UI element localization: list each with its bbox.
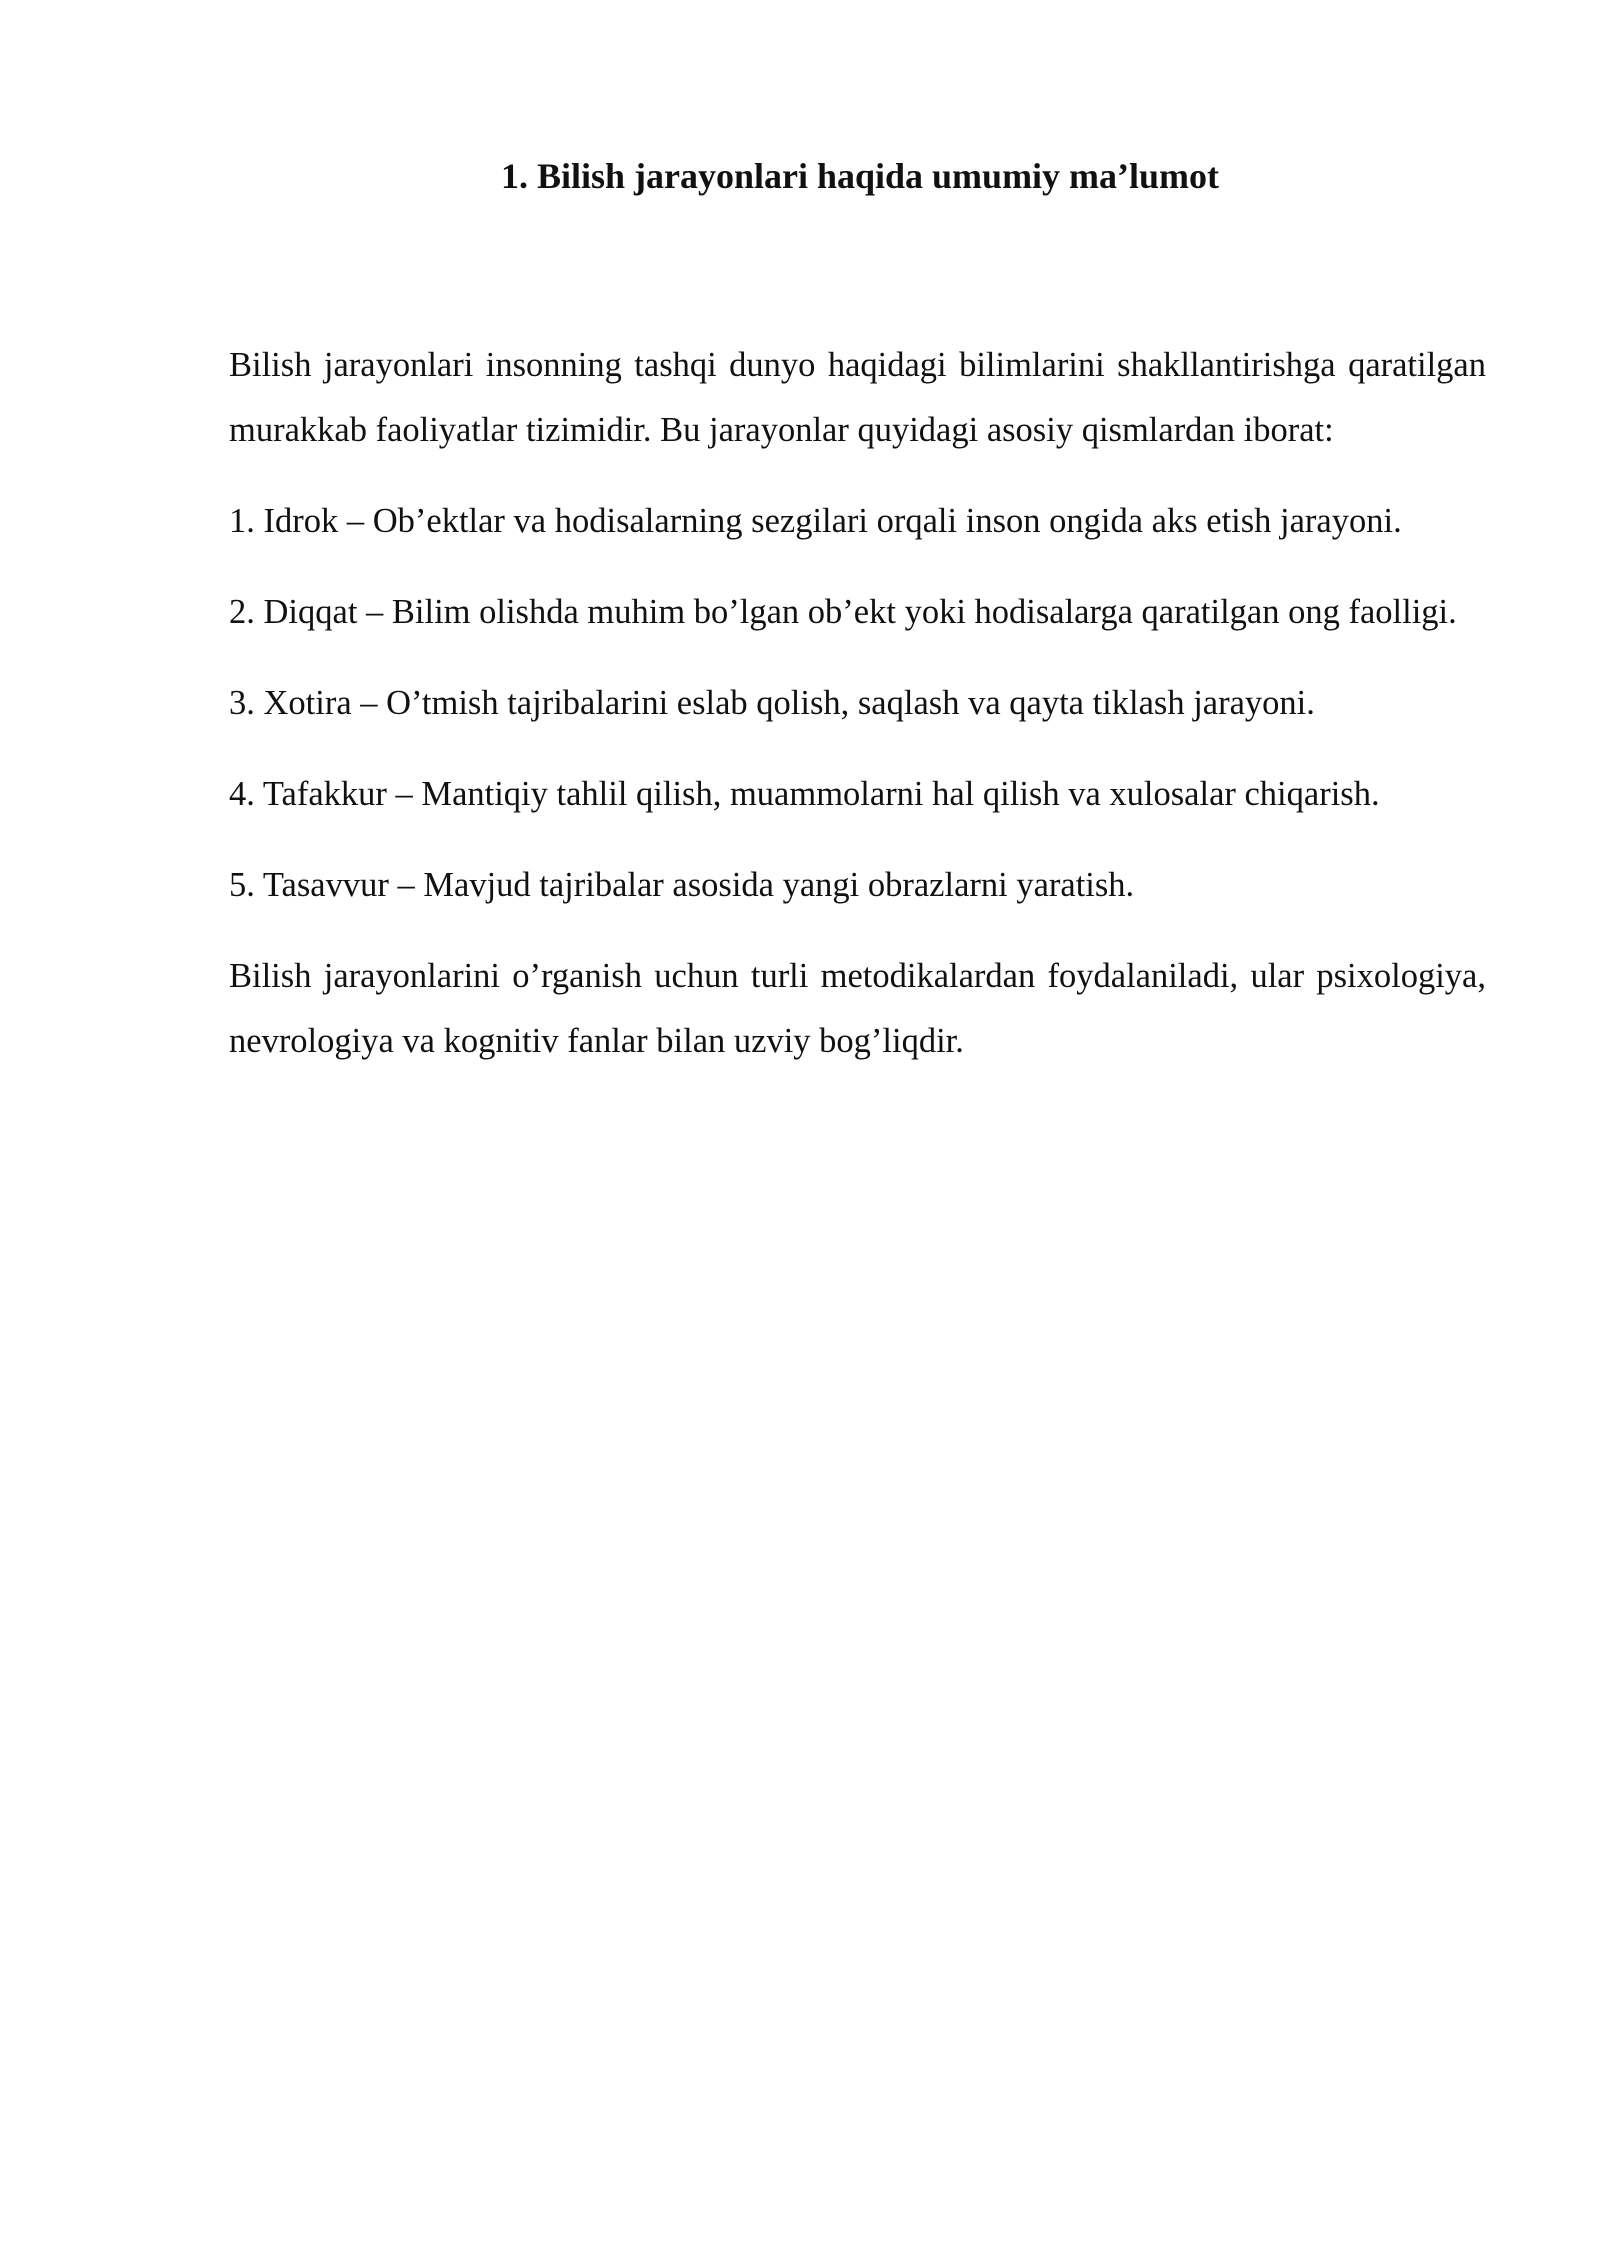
list-item: 2. Diqqat – Bilim olishda muhim bo’lgan ob’ekt yoki hodisalarga qaratilgan ong faolligi. — [229, 593, 1457, 631]
list-item: 3. Xotira – O’tmish tajribalarini eslab qolish, saqlash va qayta tiklash jarayoni. — [229, 684, 1315, 722]
list-item: 5. Tasavvur – Mavjud tajribalar asosida yangi obrazlarni yaratish. — [229, 866, 1135, 904]
conclusion-paragraph: Bilish jarayonlarini o’rganish uchun turli metodikalardan foydalaniladi, ular psixologiya, nevrologiya va kognitiv fanlar bilan uzviy bog’liqdir. — [229, 957, 1486, 1060]
intro-paragraph: Bilish jarayonlari insonning tashqi dunyo haqidagi bilimlarini shakllantirishga qaratilgan murakkab faoliyatlar tizimidir. Bu jarayonlar quyidagi asosiy qismlardan iborat: — [229, 346, 1486, 449]
document-body — [229, 333, 1486, 1100]
document-title: 1. Bilish jarayonlari haqida umumiy ma’lumot — [500, 156, 1220, 196]
list-item: 1. Idrok – Ob’ektlar va hodisalarning sezgilari orqali inson ongida aks etish jarayoni. — [229, 502, 1402, 540]
list-item: 4. Tafakkur – Mantiqiy tahlil qilish, muammolarni hal qilish va xulosalar chiqarish. — [229, 775, 1380, 813]
